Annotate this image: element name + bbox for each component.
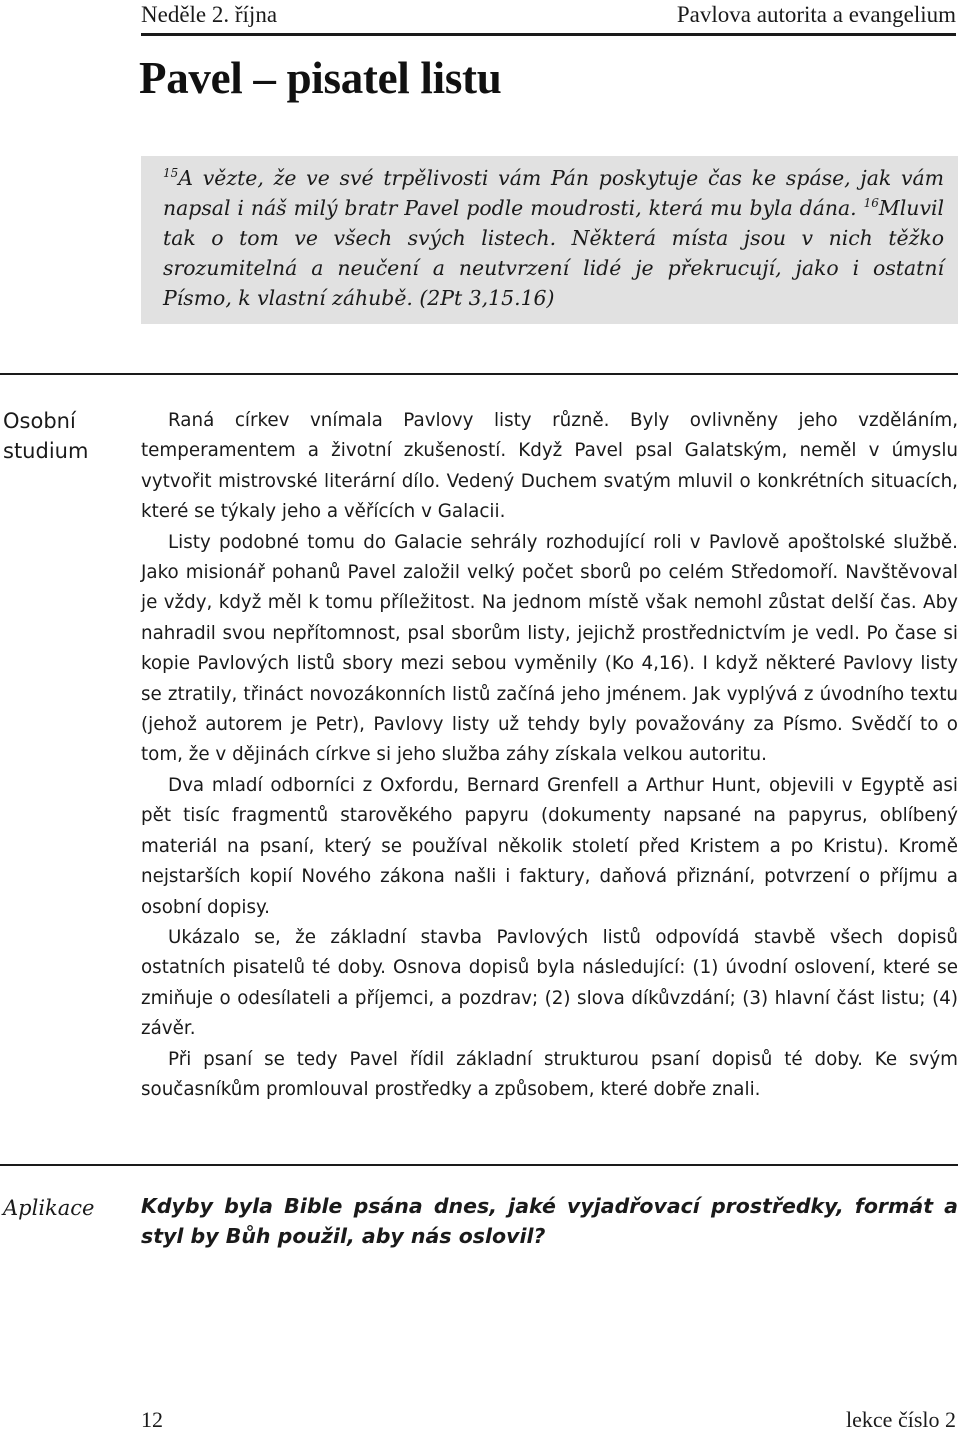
study-paragraph: Raná církev vnímala Pavlovy listy různě. Byly ovlivněny jeho vzděláním, temperamentem a životní zkušeností. Když Pavel psal Galatským, neměl v úmyslu vytvořit mistrovské literární dílo. Vedený Duchem svatým mluvil o konkrétních situacích, které se týkaly jeho a věřících v Galacii. (141, 410, 958, 523)
lesson-number: lekce číslo 2 (846, 1407, 956, 1432)
verse-text-15: A vězte, že ve své trpělivosti vám Pán poskytuje čas ke spáse, jak vám napsal i náš milý bratr Pavel podle moudrosti, která mu byla dána. (163, 166, 944, 220)
study-paragraph: Při psaní se tedy Pavel řídil základní strukturou psaní dopisů té doby. Ke svým současníkům promlouval prostředky a způsobem, které dobře znali. (141, 1048, 958, 1100)
section-divider (0, 373, 958, 375)
verse-text-16: Mluvil tak o tom ve všech svých listech. Některá místa jsou v nich těžko srozumitelná a neučení a neutvrzení lidé je překrucují, jako i ostatní Písmo, k vlastní záhubě. (2Pt 3,15.16) (163, 196, 945, 310)
study-paragraph: Dva mladí odborníci z Oxfordu, Bernard Grenfell a Arthur Hunt, objevili v Egyptě asi pět tisíc fragmentů starověkého papyru (dokumenty napsané na papyrus, oblíbený materiál na psaní, který se používal několik století před Kristem a po Kristu). Kromě nejstarších kopií Nového zákona našli i faktury, daňová přiznání, potvrzení o příjmu a osobní dopisy. (141, 774, 958, 918)
study-paragraph: Ukázalo se, že základní stavba Pavlových listů odpovídá stavbě všech dopisů ostatních pisatelů té doby. Osnova dopisů byla následující: (1) úvodní oslovení, které se zmiňuje o odesílateli a příjemci, a pozdrav; (2) slova díkůvzdání; (3) hlavní část listu; (4) závěr. (141, 926, 958, 1040)
application-question: Kdyby byla Bible psána dnes, jaké vyjadřovací prostředky, formát a styl by Bůh použil, aby nás oslovil? (141, 1194, 958, 1248)
verse-number-16: 16 (863, 196, 879, 210)
header-topic: Pavlova autorita a evangelium (676, 2, 956, 27)
study-paragraph: Listy podobné tomu do Galacie sehrály rozhodující roli v Pavlově apoštolské službě. Jako misionář pohanů Pavel založil velký počet sborů po celém Středomoří. Navštěvoval je vždy, když měl k tomu příležitost. Na jednom místě však nemohl zůstat delší čas. Aby nahradil svou nepřítomnost, psal sborům listy, jejichž prostřednictvím je vedl. Po čase si kopie Pavlových listů sbory mezi sebou vyměnily (Ko 4,16). I když některé Pavlovy listy se ztratily, třináct novozákonních listů začíná jeho jménem. Jak vyplývá z úvodního textu (jehož autorem je Petr), Pavlovy listy už tehdy byly považovány za Písmo. Svědčí to o tom, že v dějinách církve si jeho služba záhy získala velkou autoritu. (141, 531, 958, 766)
section-divider (0, 1164, 958, 1166)
application-label: Aplikace (3, 1196, 95, 1220)
study-label-line1: Osobní (3, 409, 76, 433)
study-label (3, 406, 103, 466)
scripture-box (141, 156, 958, 324)
verse-number-15: 15 (163, 166, 179, 180)
header-rule (141, 33, 956, 36)
page-title: Pavel – pisatel listu (139, 53, 502, 103)
page-number: 12 (141, 1407, 163, 1432)
study-label-line2: studium (3, 439, 89, 463)
header-date: Neděle 2. října (141, 2, 278, 27)
study-body (141, 406, 958, 1105)
